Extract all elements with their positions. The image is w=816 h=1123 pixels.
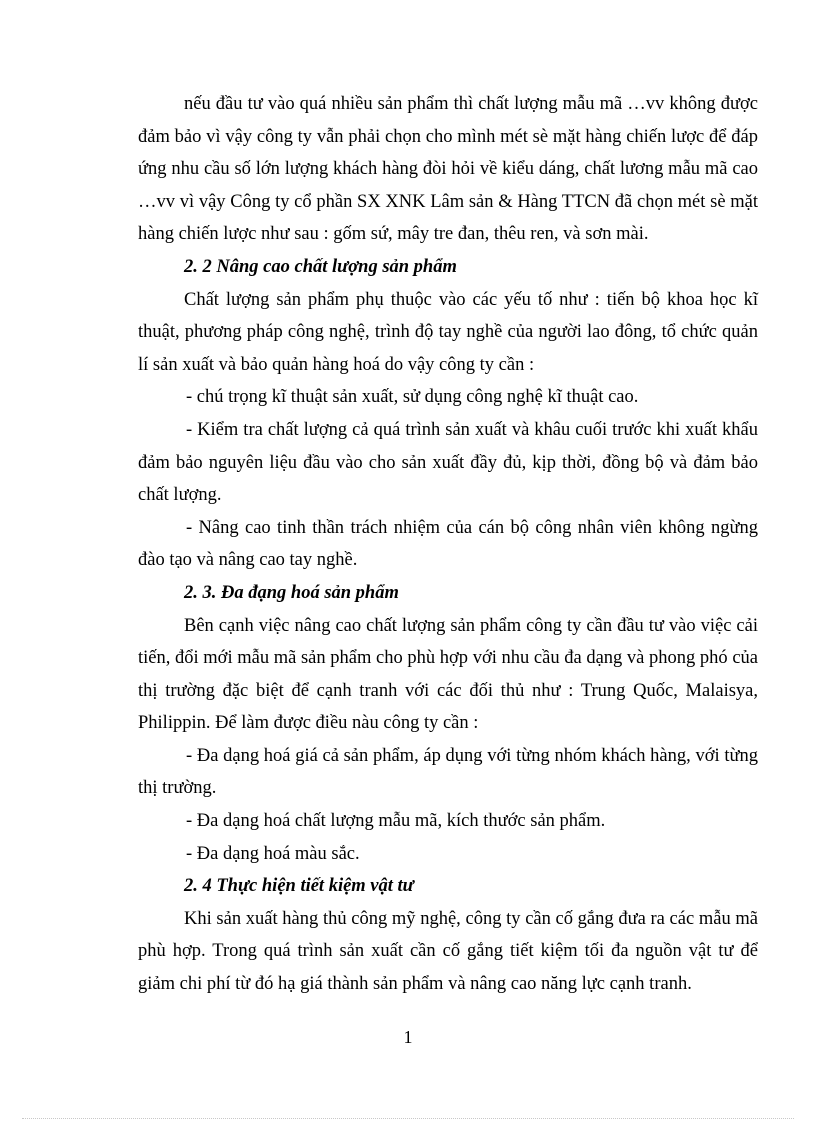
paragraph-quality: Chất lượng sản phẩm phụ thuộc vào các yếu tố như : tiến bộ khoa học kĩ thuật, phương pháp công nghệ, trình độ tay nghề của người lao đông, tổ chức quản lí sản xuất và bảo quản hàng hoá do vậy công ty cần : xyxy=(138,289,758,375)
bullet-item: - Đa dạng hoá chất lượng mẫu mã, kích thước sản phẩm. xyxy=(186,811,606,832)
section-heading-2-2: 2. 2 Nâng cao chất lượng sản phẩm xyxy=(184,256,457,277)
bullet-item: - Kiểm tra chất lượng cả quá trình sản xuất và khâu cuối trước khi xuất khẩu đảm bảo nguyên liệu đầu vào cho sản xuất đầy đủ, kịp thời, đồng bộ và đảm bảo chất lượng. xyxy=(138,419,758,506)
bullet-item: - chú trọng kĩ thuật sản xuất, sử dụng công nghệ kĩ thuật cao. xyxy=(186,387,639,408)
paragraph-materials: Khi sản xuất hàng thủ công mỹ nghệ, công ty cần cố gắng đưa ra các mẫu mã phù hợp. Trong quá trình sản xuất cần cố gắng tiết kiệm tối đa nguồn vật tư để giảm chi phí từ đó hạ giá thành sản phẩm và nâng cao năng lực cạnh tranh. xyxy=(138,908,758,995)
page-number: 1 xyxy=(403,1027,413,1047)
page-body xyxy=(138,88,758,1001)
bullet-item: - Đa dạng hoá màu sắc. xyxy=(186,843,360,864)
bullet-item: - Nâng cao tinh thần trách nhiệm của cán bộ công nhân viên không ngừng đào tạo và nâng cao tay nghề. xyxy=(138,517,758,571)
paragraph-intro: nếu đầu tư vào quá nhiều sản phẩm thì chất lượng mẫu mã …vv không được đảm bảo vì vậy công ty vẫn phải chọn cho mình mét sè mặt hàng chiến lược để đáp ứng nhu cầu số lớn lượng khách hàng đòi hỏi về kiểu dáng, chất lương mẫu mã cao …vv vì vậy Công ty cổ phần SX XNK Lâm sản & Hàng TTCN đã chọn mét sè mặt hàng chiến lược như sau : gốm sứ, mây tre đan, thêu ren, và sơn mài. xyxy=(138,94,758,245)
bullet-item: - Đa dạng hoá giá cả sản phẩm, áp dụng với từng nhóm khách hàng, với từng thị trường. xyxy=(138,745,758,799)
section-heading-2-4: 2. 4 Thực hiện tiết kiệm vật tư xyxy=(184,876,414,897)
page-bottom-divider xyxy=(22,1118,794,1119)
section-heading-2-3: 2. 3. Đa đạng hoá sản phẩm xyxy=(184,582,399,603)
paragraph-diversify: Bên cạnh việc nâng cao chất lượng sản phẩm công ty cần đầu tư vào việc cải tiến, đổi mới mẫu mã sản phẩm cho phù hợp với nhu cầu đa dạng và phong phó của thị trường đặc biệt để cạnh tranh với các đối thủ như : Trung Quốc, Malaisya, Philippin. Để làm được điều nàu công ty cần : xyxy=(138,615,758,734)
